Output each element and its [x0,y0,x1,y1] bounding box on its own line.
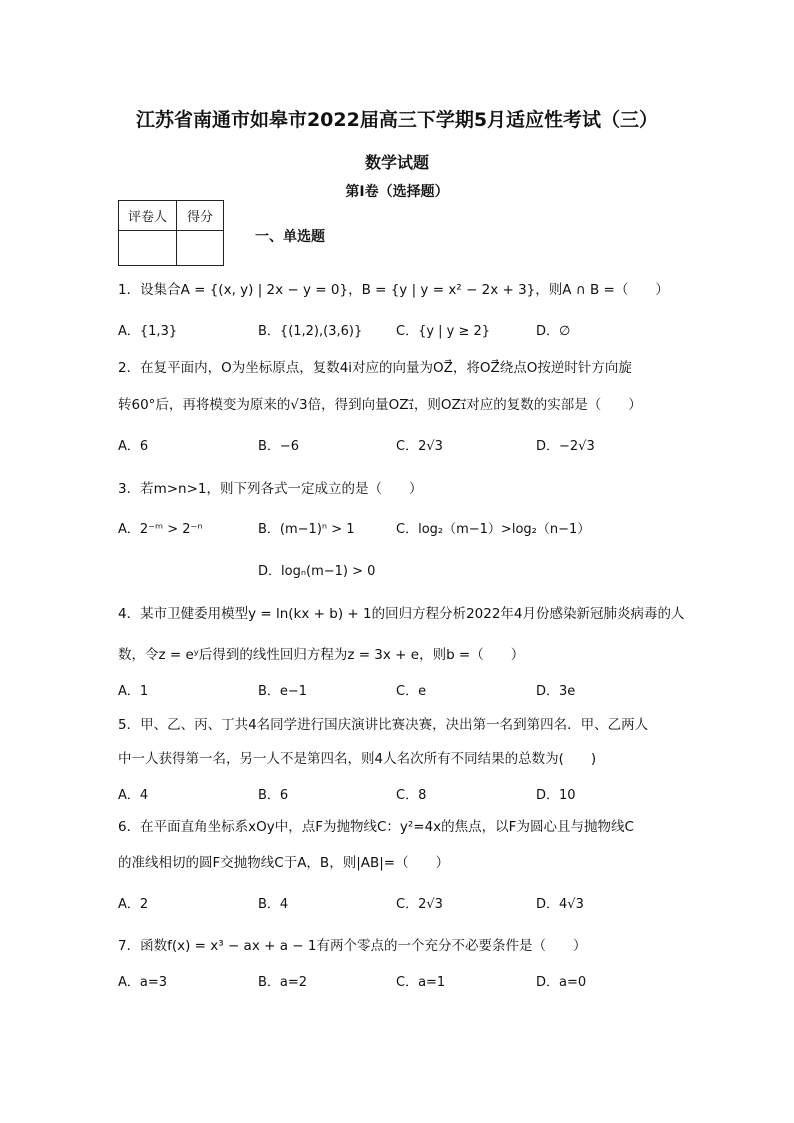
question-2-line-2: 转60°后，再将模变为原来的√3倍，得到向量OZ₁⃗，则OZ₁⃗对应的复数的实部是（ ） [118,397,642,413]
q3-option-d: D．logₙ(m−1) > 0 [258,564,376,579]
score-table-grader-header: 评卷人 [119,201,177,231]
q2-option-c: C．2√3 [396,439,443,454]
question-4-line-1: 4．某市卫健委用模型y = ln(kx + b) + 1的回归方程分析2022年4月份感染新冠肺炎病毒的人 [118,606,685,622]
score-table [118,200,224,266]
q6-option-c: C．2√3 [396,897,443,912]
question-6-line-2: 的准线相切的圆F交抛物线C于A，B，则|AB|=（ ） [118,855,450,871]
q5-option-b: B．6 [258,788,289,803]
section-heading: 一、单选题 [255,229,325,245]
question-3: 3．若m>n>1，则下列各式一定成立的是（ ） [118,481,423,497]
question-2-line-1: 2．在复平面内，O为坐标原点，复数4i对应的向量为OZ⃗，将OZ⃗绕点O按逆时针方向旋 [118,360,632,376]
q5-option-d: D．10 [536,788,576,803]
q4-option-b: B．e−1 [258,684,308,699]
q6-option-d: D．4√3 [536,897,584,912]
q2-option-a: A．6 [118,439,149,454]
score-table-score-header: 得分 [177,201,224,231]
page-title: 江苏省南通市如皋市2022届高三下学期5月适应性考试（三） [135,109,659,131]
question-6-line-1: 6．在平面直角坐标系xOy中，点F为抛物线C：y²=4x的焦点，以F为圆心且与抛物线C [118,819,634,835]
score-table-score-cell [177,231,224,266]
q7-option-d: D．a=0 [536,975,587,990]
q3-option-c: C．log₂（m−1）>log₂（n−1） [396,522,591,537]
q4-option-d: D．3e [536,684,576,699]
volume-heading: 第I卷（选择题） [345,184,449,200]
q4-option-c: C．e [396,684,427,699]
q7-option-a: A．a=3 [118,975,168,990]
question-5-line-2: 中一人获得第一名，另一人不是第四名，则4人名次所有不同结果的总数为( ) [118,751,597,767]
question-4-line-2: 数，令z = eʸ后得到的线性回归方程为z = 3x + e，则b =（ ） [118,647,525,663]
q5-option-c: C．8 [396,788,427,803]
q3-option-b: B．(m−1)ⁿ > 1 [258,522,355,537]
q7-option-b: B．a=2 [258,975,308,990]
score-table-grader-cell [119,231,177,266]
q6-option-a: A．2 [118,897,149,912]
q1-option-a: A．{1,3} [118,324,178,339]
q1-option-d: D．∅ [536,324,571,339]
q7-option-c: C．a=1 [396,975,446,990]
q2-option-d: D．−2√3 [536,439,595,454]
question-7: 7．函数f(x) = x³ − ax + a − 1有两个零点的一个充分不必要条件是（ ） [118,938,587,954]
q3-option-a: A．2⁻ᵐ > 2⁻ⁿ [118,522,203,537]
q2-option-b: B．−6 [258,439,300,454]
q1-option-b: B．{(1,2),(3,6)} [258,324,363,339]
q1-option-c: C．{y | y ≥ 2} [396,324,491,339]
question-5-line-1: 5．甲、乙、丙、丁共4名同学进行国庆演讲比赛决赛，决出第一名到第四名．甲、乙两人 [118,717,649,733]
q6-option-b: B．4 [258,897,289,912]
page-subtitle: 数学试题 [364,153,429,172]
question-1: 1．设集合A = {(x, y) | 2x − y = 0}，B = {y | y = x² − 2x + 3}，则A ∩ B =（ ） [118,282,669,298]
q4-option-a: A．1 [118,684,149,699]
q5-option-a: A．4 [118,788,149,803]
